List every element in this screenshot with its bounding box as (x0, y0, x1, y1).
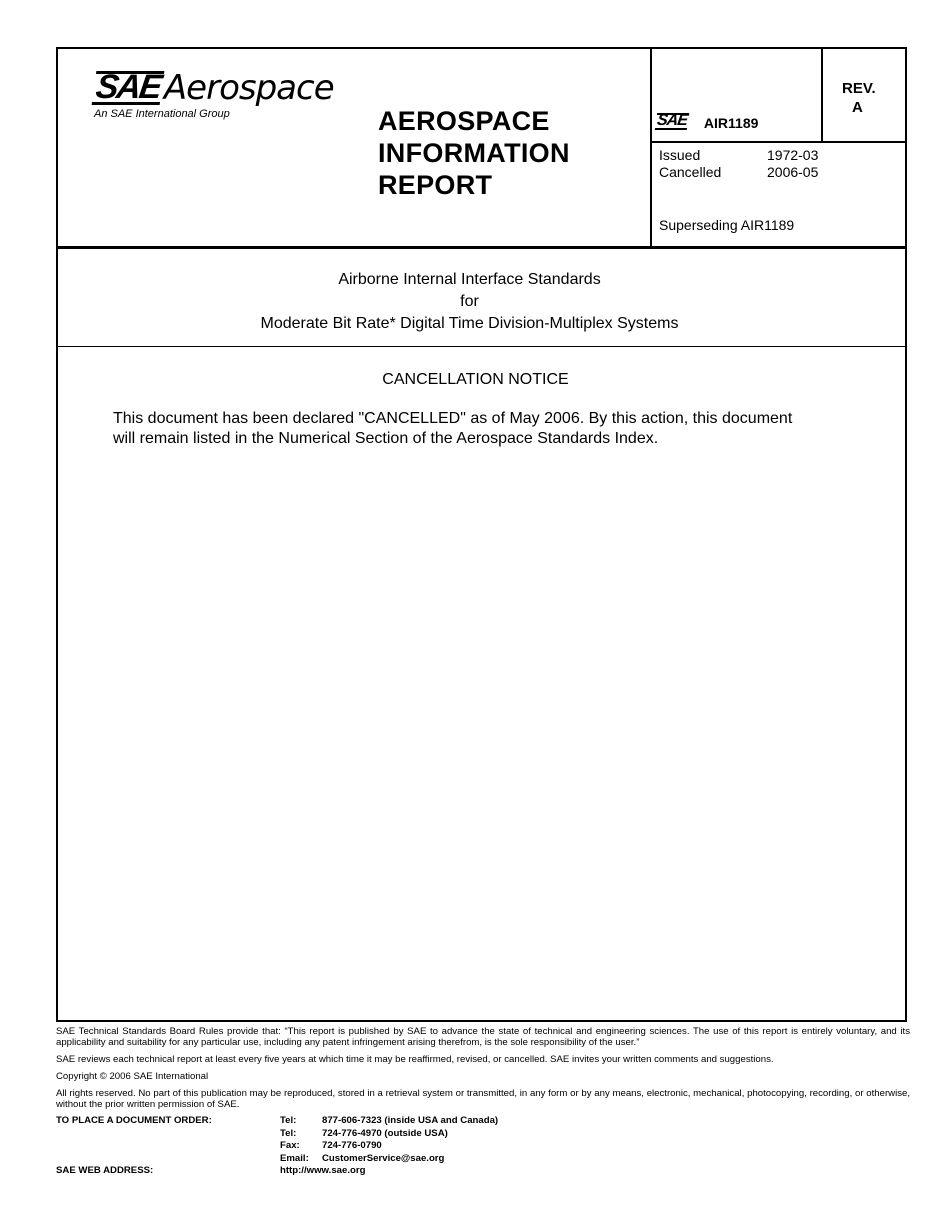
document-title (58, 269, 881, 335)
report-type (378, 105, 570, 201)
sae-logo-mark: SAE (93, 68, 163, 106)
sae-mini-logo: SAE (655, 111, 689, 129)
contact-value: 724-776-0790 (322, 1140, 382, 1151)
contact-key: Tel: (280, 1127, 297, 1139)
cancelled-label: Cancelled (659, 164, 722, 180)
document-number-cell (656, 111, 758, 131)
copyright-text: Copyright © 2006 SAE International (56, 1071, 209, 1082)
contact-key: Fax: (280, 1140, 300, 1151)
notice-line: This document has been declared "CANCELLED" as of May 2006. By this action, this document (113, 410, 793, 427)
issued-date: 1972-03 (767, 147, 819, 163)
title-divider (58, 346, 905, 347)
cancelled-date: 2006-05 (767, 164, 819, 180)
contact-list (280, 1115, 498, 1165)
header-vertical-divider (650, 49, 652, 246)
issued-label: Issued (659, 147, 701, 163)
report-type-line: REPORT (378, 170, 493, 200)
revision-value: A (852, 99, 863, 116)
superseding-text: Superseding AIR1189 (659, 217, 795, 233)
cancellation-body (113, 409, 873, 449)
contact-key: Email: (280, 1152, 309, 1164)
title-line: Moderate Bit Rate* Digital Time Division-Multiplex Systems (260, 315, 679, 332)
header-divider (58, 246, 905, 249)
title-line: Airborne Internal Interface Standards (338, 271, 601, 288)
web-address-label: SAE WEB ADDRESS: (56, 1165, 154, 1176)
docnum-divider (652, 141, 905, 143)
contact-value: CustomerService@sae.org (322, 1152, 445, 1164)
contact-value: 724-776-4970 (outside USA) (322, 1127, 448, 1139)
footer (56, 1026, 910, 1178)
rights-text: All rights reserved. No part of this publication may be reproduced, stored in a retrieval system or transmitted, in any form or by any means, electronic, mechanical, photocopying, recording, or otherwise, without the prior written permission of SAE. (56, 1088, 910, 1110)
web-address-row (56, 1165, 910, 1178)
revision-cell (822, 79, 906, 117)
report-type-line: AEROSPACE (378, 106, 550, 136)
board-rules-text: SAE Technical Standards Board Rules provide that: “This report is published by SAE to advance the state of technical and engineering sciences. The use of this report is entirely voluntary, and its applicability and suitability for any particular use, including any patent infringement arising therefrom, is the sole responsibility of the user.” (56, 1026, 910, 1048)
document-frame (56, 47, 907, 1022)
logo-subtitle: An SAE International Group (94, 108, 230, 120)
review-text: SAE reviews each technical report at least every five years at which time it may be reaffirmed, revised, or cancelled. SAE invites your written comments and suggestions. (56, 1054, 774, 1065)
cancellation-heading: CANCELLATION NOTICE (382, 371, 569, 388)
title-line: for (460, 293, 479, 310)
order-label: TO PLACE A DOCUMENT ORDER: (56, 1115, 212, 1126)
contact-value: 877-606-7323 (inside USA and Canada) (322, 1115, 499, 1126)
issue-dates (659, 147, 818, 181)
web-address-link[interactable]: http://www.sae.org (280, 1165, 366, 1176)
notice-line: will remain listed in the Numerical Section of the Aerospace Standards Index. (113, 430, 659, 447)
order-info (56, 1115, 910, 1165)
revision-label: REV. (842, 80, 876, 97)
aerospace-logo-text: Aerospace (163, 68, 334, 108)
document-number: AIR1189 (703, 115, 759, 131)
report-type-line: INFORMATION (378, 138, 570, 168)
contact-key: Tel: (280, 1115, 297, 1126)
sae-aerospace-logo (93, 68, 334, 120)
